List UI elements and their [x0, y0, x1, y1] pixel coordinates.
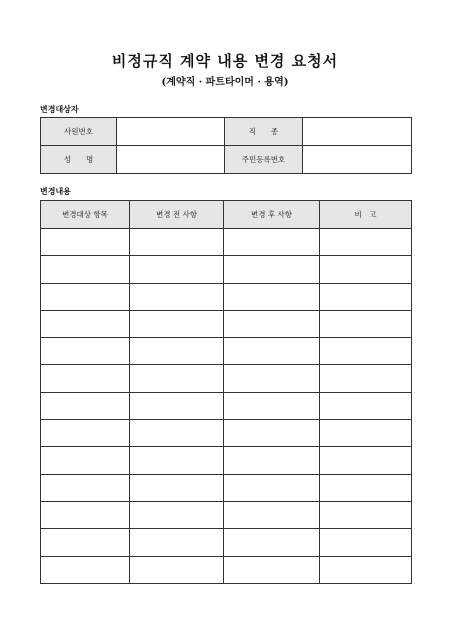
document-subtitle: (계약직 · 파트타이머 · 용역) — [161, 77, 289, 88]
change-cell[interactable] — [130, 310, 224, 337]
change-cell[interactable] — [224, 420, 320, 447]
table-row — [41, 256, 412, 283]
change-cell[interactable] — [224, 229, 320, 256]
change-cell[interactable] — [320, 392, 412, 419]
change-cell[interactable] — [130, 474, 224, 501]
change-cell[interactable] — [320, 338, 412, 365]
change-cell[interactable] — [130, 256, 224, 283]
change-cell[interactable] — [130, 229, 224, 256]
change-cell[interactable] — [320, 447, 412, 474]
change-cell[interactable] — [224, 474, 320, 501]
change-cell[interactable] — [41, 420, 130, 447]
change-cell[interactable] — [41, 529, 130, 556]
table-row — [41, 310, 412, 337]
table-row — [41, 392, 412, 419]
table-row — [41, 338, 412, 365]
change-cell[interactable] — [224, 365, 320, 392]
table-header-row — [41, 201, 412, 229]
change-cell[interactable] — [320, 229, 412, 256]
change-cell[interactable] — [320, 501, 412, 528]
change-details-table — [40, 200, 412, 584]
change-cell[interactable] — [224, 256, 320, 283]
table-row — [41, 501, 412, 528]
table-row — [41, 365, 412, 392]
change-cell[interactable] — [41, 229, 130, 256]
change-cell[interactable] — [224, 447, 320, 474]
change-cell[interactable] — [41, 310, 130, 337]
header-target-item: 변경대상 항목 — [41, 201, 130, 229]
change-cell[interactable] — [130, 501, 224, 528]
employee-number-label: 사원번호 — [41, 118, 117, 146]
change-cell[interactable] — [224, 392, 320, 419]
name-label: 성 명 — [41, 146, 117, 174]
employee-number-field[interactable] — [117, 118, 225, 146]
change-cell[interactable] — [320, 474, 412, 501]
table-row — [41, 474, 412, 501]
table-row — [41, 283, 412, 310]
table-row — [41, 118, 412, 146]
change-cell[interactable] — [41, 338, 130, 365]
table-row — [41, 556, 412, 583]
job-type-label: 직 종 — [225, 118, 303, 146]
header-before: 변경 전 사항 — [130, 201, 224, 229]
change-cell[interactable] — [224, 338, 320, 365]
resident-number-label: 주민등록번호 — [225, 146, 303, 174]
change-cell[interactable] — [130, 392, 224, 419]
job-type-field[interactable] — [303, 118, 412, 146]
change-cell[interactable] — [320, 365, 412, 392]
change-cell[interactable] — [130, 283, 224, 310]
header-after: 변경 후 사항 — [224, 201, 320, 229]
change-cell[interactable] — [41, 556, 130, 583]
change-cell[interactable] — [320, 310, 412, 337]
resident-number-field[interactable] — [303, 146, 412, 174]
change-cell[interactable] — [224, 310, 320, 337]
header-remarks: 비 고 — [320, 201, 412, 229]
table-row — [41, 229, 412, 256]
change-cell[interactable] — [320, 529, 412, 556]
change-cell[interactable] — [41, 501, 130, 528]
change-cell[interactable] — [320, 256, 412, 283]
change-cell[interactable] — [320, 420, 412, 447]
change-cell[interactable] — [41, 256, 130, 283]
change-rows — [41, 229, 412, 584]
document-title: 비정규직 계약 내용 변경 요청서 — [111, 52, 339, 70]
change-cell[interactable] — [130, 447, 224, 474]
table-row — [41, 420, 412, 447]
section-label-changes: 변경내용 — [40, 187, 71, 196]
change-cell[interactable] — [130, 365, 224, 392]
name-field[interactable] — [117, 146, 225, 174]
change-cell[interactable] — [224, 556, 320, 583]
table-row — [41, 447, 412, 474]
change-cell[interactable] — [130, 420, 224, 447]
change-cell[interactable] — [41, 365, 130, 392]
change-cell[interactable] — [41, 392, 130, 419]
change-cell[interactable] — [130, 556, 224, 583]
change-cell[interactable] — [41, 474, 130, 501]
change-cell[interactable] — [224, 283, 320, 310]
target-info-table — [40, 117, 412, 174]
change-cell[interactable] — [41, 283, 130, 310]
change-cell[interactable] — [224, 529, 320, 556]
change-cell[interactable] — [130, 338, 224, 365]
change-cell[interactable] — [224, 501, 320, 528]
table-row — [41, 146, 412, 174]
section-label-target: 변경대상자 — [40, 105, 79, 114]
change-cell[interactable] — [320, 283, 412, 310]
table-row — [41, 529, 412, 556]
change-cell[interactable] — [320, 556, 412, 583]
change-cell[interactable] — [41, 447, 130, 474]
change-cell[interactable] — [130, 529, 224, 556]
